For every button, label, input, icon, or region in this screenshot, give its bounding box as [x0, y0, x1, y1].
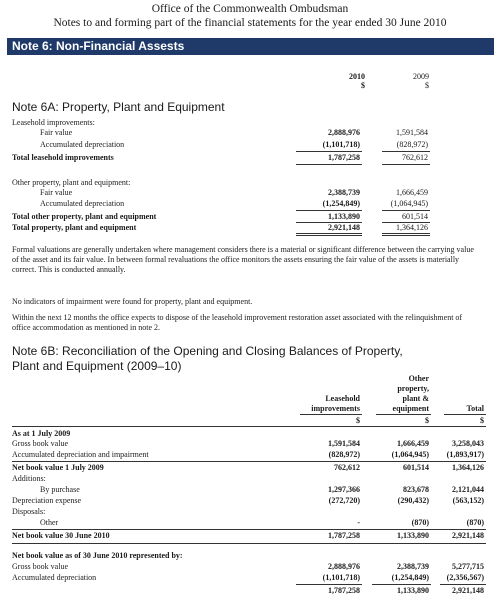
value-other: 1,666,459 — [397, 439, 429, 448]
value-leasehold: - — [357, 518, 360, 527]
header-rule — [376, 414, 431, 415]
table-rule — [12, 461, 486, 462]
col-other-header: property, — [397, 384, 429, 393]
row-label: Leasehold improvements: — [12, 118, 95, 127]
subtotal-rule — [382, 151, 430, 152]
table-rule — [12, 543, 486, 544]
value-2010: 1,133,890 — [328, 212, 360, 221]
value-total: (563,152) — [452, 496, 484, 505]
row-label: Fair value — [40, 128, 73, 137]
value-other: 601,514 — [403, 463, 429, 472]
row-label: Total leasehold improvements — [12, 153, 114, 162]
value-other: (1,254,849) — [391, 573, 429, 582]
row-label: Net book value 30 June 2010 — [12, 531, 110, 540]
value-leasehold: (1,101,718) — [322, 573, 360, 582]
row-label: Accumulated depreciation — [40, 140, 125, 149]
value-total: 2,121,044 — [452, 485, 484, 494]
subtotal-rule — [440, 584, 486, 585]
row-label: Accumulated depreciation — [12, 573, 97, 582]
value-leasehold: 1,787,258 — [328, 531, 360, 540]
total-rule — [382, 222, 430, 223]
col-unit: $ — [425, 416, 429, 425]
value-total: (870) — [466, 518, 484, 527]
value-2010: 1,787,258 — [328, 153, 360, 162]
col-unit: $ — [480, 416, 484, 425]
value-2010: (1,254,849) — [322, 199, 360, 208]
row-label: Additions: — [12, 474, 46, 483]
subtotal-rule — [372, 584, 431, 585]
subtotal-rule — [296, 584, 362, 585]
value-other: 1,133,890 — [397, 586, 429, 595]
value-2009: 1,591,584 — [396, 128, 428, 137]
subtotal-rule — [382, 210, 430, 211]
row-label: As at 1 July 2009 — [12, 429, 71, 438]
note-6b-heading: Note 6B: Reconciliation of the Opening and Closing Balances of Property, Plant and Equipment (2009–10) — [12, 344, 403, 373]
note-6a-heading: Note 6A: Property, Plant and Equipment — [12, 100, 225, 114]
row-label: Total other property, plant and equipment — [12, 212, 157, 221]
grand-total-rule — [382, 233, 430, 236]
col-2010-header: 2010 — [349, 72, 365, 81]
row-label: Depreciation expense — [12, 496, 82, 505]
col-other-header: plant & — [402, 394, 429, 403]
value-2009: (1,064,945) — [390, 199, 428, 208]
grand-total-rule — [296, 233, 362, 236]
subtotal-rule — [296, 151, 362, 152]
row-label: Gross book value — [12, 439, 68, 448]
value-2009: (828,972) — [396, 140, 428, 149]
col-other-header: equipment — [392, 404, 429, 413]
col-leasehold-header: improvements — [311, 404, 360, 413]
value-2009: 1,666,459 — [396, 188, 428, 197]
row-label: Accumulated depreciation — [40, 199, 125, 208]
value-2009: 601,514 — [402, 212, 428, 221]
col-2009-unit: $ — [425, 81, 429, 90]
value-other: 823,678 — [403, 485, 429, 494]
row-label: Net book value 1 July 2009 — [12, 463, 104, 472]
value-2010: 2,388,739 — [328, 188, 360, 197]
value-2009: 1,364,126 — [396, 223, 428, 232]
header-rule — [300, 414, 362, 415]
col-unit: $ — [356, 416, 360, 425]
row-label: Fair value — [40, 188, 73, 197]
value-other: (290,432) — [397, 496, 429, 505]
value-other: 1,133,890 — [397, 531, 429, 540]
report-header-subtitle: Notes to and forming part of the financial statements for the year ended 30 June 2010 — [53, 17, 447, 29]
col-other-header: Other — [408, 374, 429, 383]
value-leasehold: 762,612 — [334, 463, 360, 472]
value-total: 1,364,126 — [452, 463, 484, 472]
value-2009: 762,612 — [402, 153, 428, 162]
value-2010: 2,888,976 — [328, 128, 360, 137]
value-2010: 2,921,148 — [328, 223, 360, 232]
disposal-paragraph: Within the next 12 months the office expects to dispose of the leasehold improvement restoration asset associated with the relinquishment of office accommodation as mentioned in note 2. — [12, 313, 463, 332]
value-leasehold: (272,720) — [328, 496, 360, 505]
value-other: (1,064,945) — [391, 450, 429, 459]
table-rule — [12, 426, 486, 427]
col-2009-header: 2009 — [413, 72, 429, 81]
header-rule — [444, 414, 486, 415]
value-leasehold: (828,972) — [328, 450, 360, 459]
row-label: Other property, plant and equipment: — [12, 178, 131, 187]
value-other: (870) — [411, 518, 429, 527]
table-rule — [12, 529, 486, 530]
value-leasehold: 1,591,584 — [328, 439, 360, 448]
row-label: Net book value as of 30 June 2010 represented by: — [12, 551, 183, 560]
value-total: (1,893,917) — [446, 450, 484, 459]
value-2010: (1,101,718) — [322, 140, 360, 149]
value-leasehold: 2,888,976 — [328, 562, 360, 571]
note-6-title-bar: Note 6: Non-Financial Assests — [7, 38, 494, 55]
col-leasehold-header: Leasehold — [325, 394, 360, 403]
col-2010-unit: $ — [361, 81, 365, 90]
row-label: Accumulated depreciation and impairment — [12, 450, 149, 459]
total-rule — [382, 164, 430, 165]
row-label: Other — [40, 518, 59, 527]
value-leasehold: 1,297,366 — [328, 485, 360, 494]
row-label: Disposals: — [12, 507, 46, 516]
report-header-title: Office of the Commonwealth Ombudsman — [151, 3, 349, 15]
row-label: By purchase — [40, 485, 80, 494]
impairment-paragraph: No indicators of impairment were found for property, plant and equipment. — [12, 297, 253, 306]
value-total: 5,277,715 — [452, 562, 484, 571]
subtotal-rule — [296, 210, 362, 211]
total-rule — [296, 222, 362, 223]
value-total: 2,921,148 — [452, 586, 484, 595]
valuation-paragraph: Formal valuations are generally undertaken where management considers there is a material or significant difference between the carrying value of the asset and its fair value. In between formal revaluations the office monitors the assets ensuring the fair value of the assets is materially correct. This is conducted annually. — [12, 245, 474, 274]
value-total: 2,921,148 — [452, 531, 484, 540]
value-total: (2,356,567) — [446, 573, 484, 582]
value-total: 3,258,043 — [452, 439, 484, 448]
value-other: 2,388,739 — [397, 562, 429, 571]
col-total-header: Total — [466, 404, 484, 413]
total-rule — [296, 164, 362, 165]
value-leasehold: 1,787,258 — [328, 586, 360, 595]
row-label: Total property, plant and equipment — [12, 223, 137, 232]
row-label: Gross book value — [12, 562, 68, 571]
